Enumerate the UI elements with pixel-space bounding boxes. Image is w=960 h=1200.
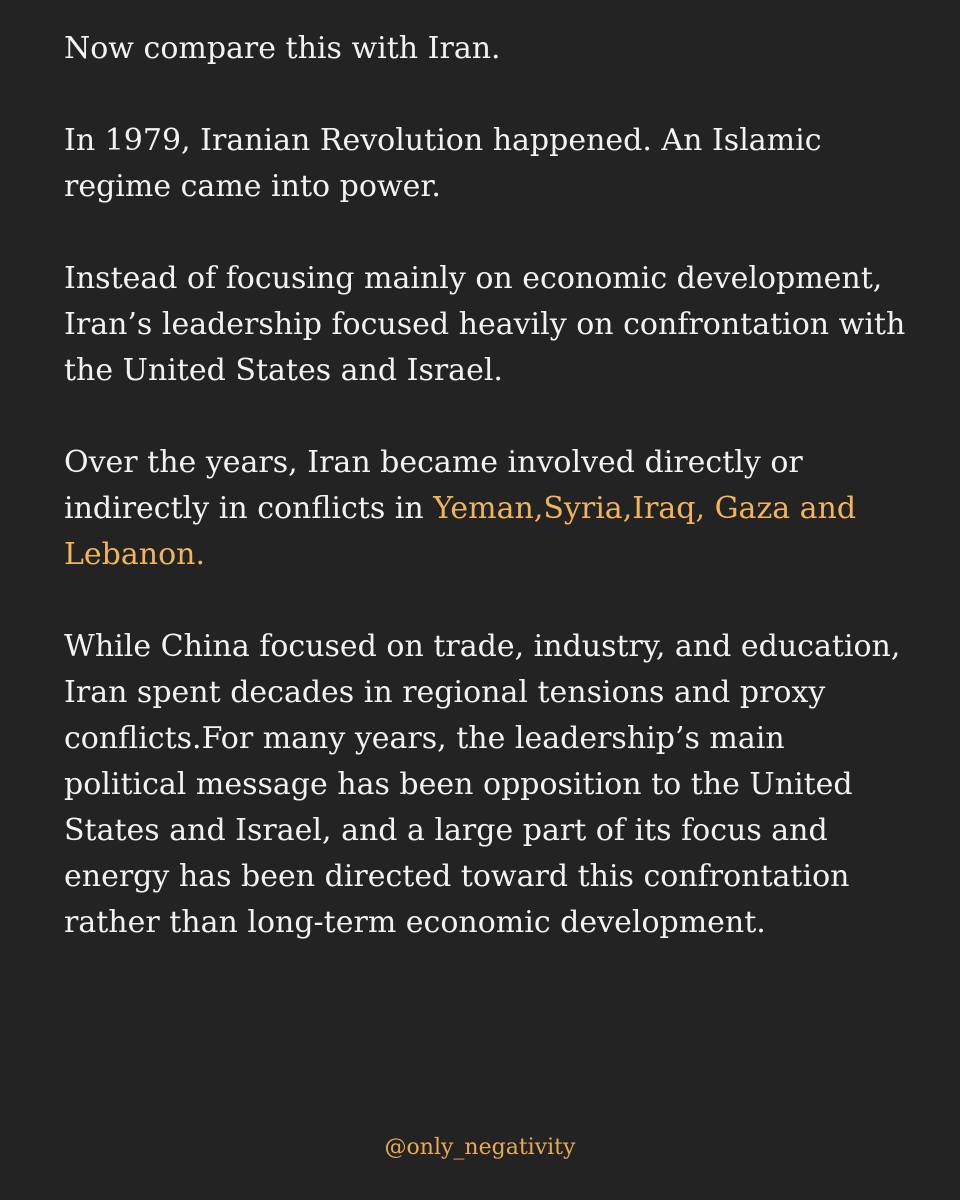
conflicts-text: Over the years, Iran became involved directly or indirectly in conflicts in	[64, 445, 803, 526]
conflicts-highlight: Yeman,Syria,Iraq, Gaza and Lebanon.	[64, 491, 857, 572]
paragraph-leadership: Instead of focusing mainly on economic development, Iran’s leadership focused heavily on confrontation with the United States and Israel.	[64, 261, 906, 388]
post-body	[64, 26, 914, 946]
paragraph-conflicts	[64, 440, 914, 578]
paragraph-intro: Now compare this with Iran.	[64, 31, 501, 66]
paragraph-comparison: While China focused on trade, industry, and education, Iran spent decades in regional tensions and proxy conflicts.For many years, the leadership’s main political message has been opposition to the United States and Israel, and a large part of its focus and energy has been directed toward this confrontation rather than long-term economic development.	[64, 629, 901, 940]
paragraph-revolution: In 1979, Iranian Revolution happened. An Islamic regime came into power.	[64, 123, 822, 204]
author-handle: @only_negativity	[384, 1135, 576, 1160]
